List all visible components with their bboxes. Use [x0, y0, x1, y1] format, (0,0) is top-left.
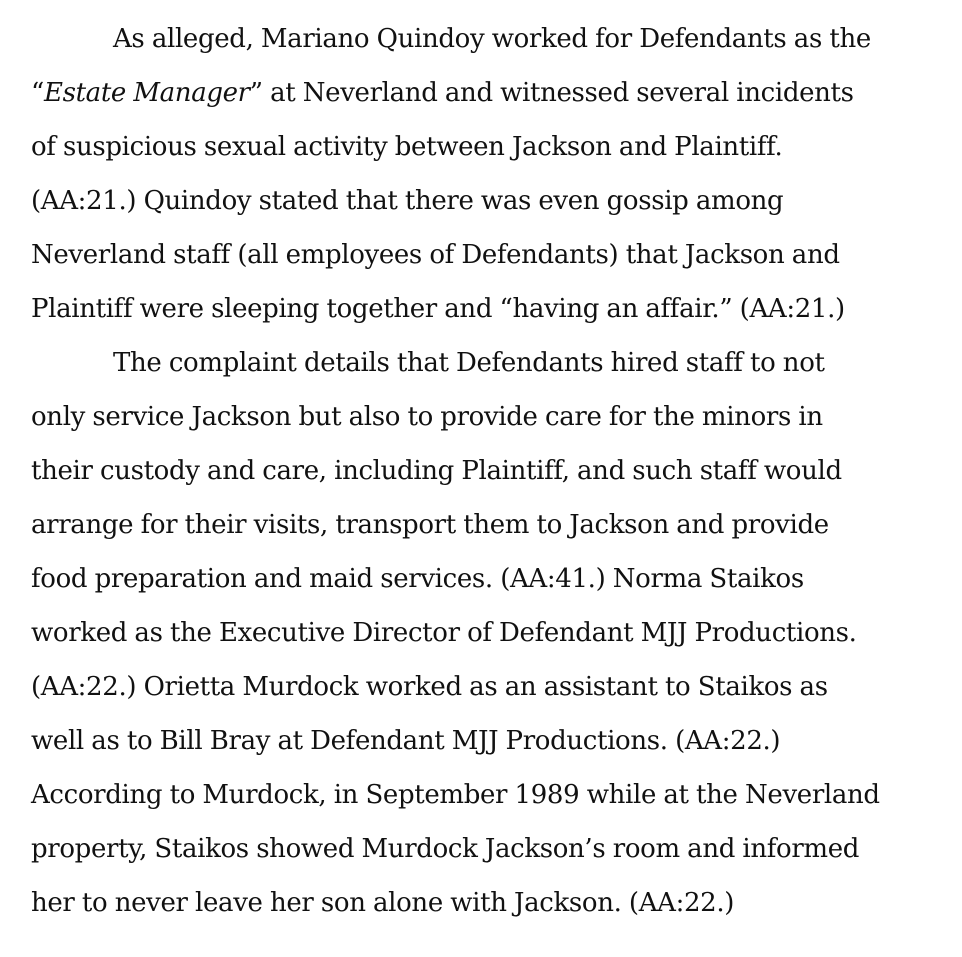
- text-line: (AA:21.) Quindoy stated that there was even gossip among: [31, 186, 784, 216]
- text-line: “Estate Manager” at Neverland and witnessed several incidents: [31, 78, 854, 108]
- text-line: worked as the Executive Director of Defendant MJJ Productions.: [31, 618, 857, 648]
- text-line: property, Staikos showed Murdock Jackson’s room and informed: [31, 834, 860, 864]
- text-line: As alleged, Mariano Quindoy worked for Defendants as the: [113, 24, 871, 54]
- text-line: of suspicious sexual activity between Jackson and Plaintiff.: [31, 132, 783, 162]
- text-line: only service Jackson but also to provide care for the minors in: [31, 402, 823, 432]
- text-line: their custody and care, including Plaintiff, and such staff would: [31, 456, 842, 486]
- paragraph-quindoy: [31, 12, 941, 336]
- text-line: The complaint details that Defendants hired staff to not: [113, 348, 825, 378]
- estate-manager-italic: Estate Manager: [43, 78, 250, 108]
- paragraph-complaint: [31, 336, 941, 930]
- text-line: According to Murdock, in September 1989 while at the Neverland: [31, 780, 880, 810]
- text-line: (AA:22.) Orietta Murdock worked as an assistant to Staikos as: [31, 672, 828, 702]
- text-line: Plaintiff were sleeping together and “having an affair.” (AA:21.): [31, 294, 845, 324]
- text-line: well as to Bill Bray at Defendant MJJ Productions. (AA:22.): [31, 726, 781, 756]
- text-line: arrange for their visits, transport them to Jackson and provide: [31, 510, 829, 540]
- text-line: food preparation and maid services. (AA:41.) Norma Staikos: [31, 564, 804, 594]
- text-line: her to never leave her son alone with Jackson. (AA:22.): [31, 888, 735, 918]
- document-body: [31, 12, 941, 930]
- text-line: Neverland staff (all employees of Defendants) that Jackson and: [31, 240, 840, 270]
